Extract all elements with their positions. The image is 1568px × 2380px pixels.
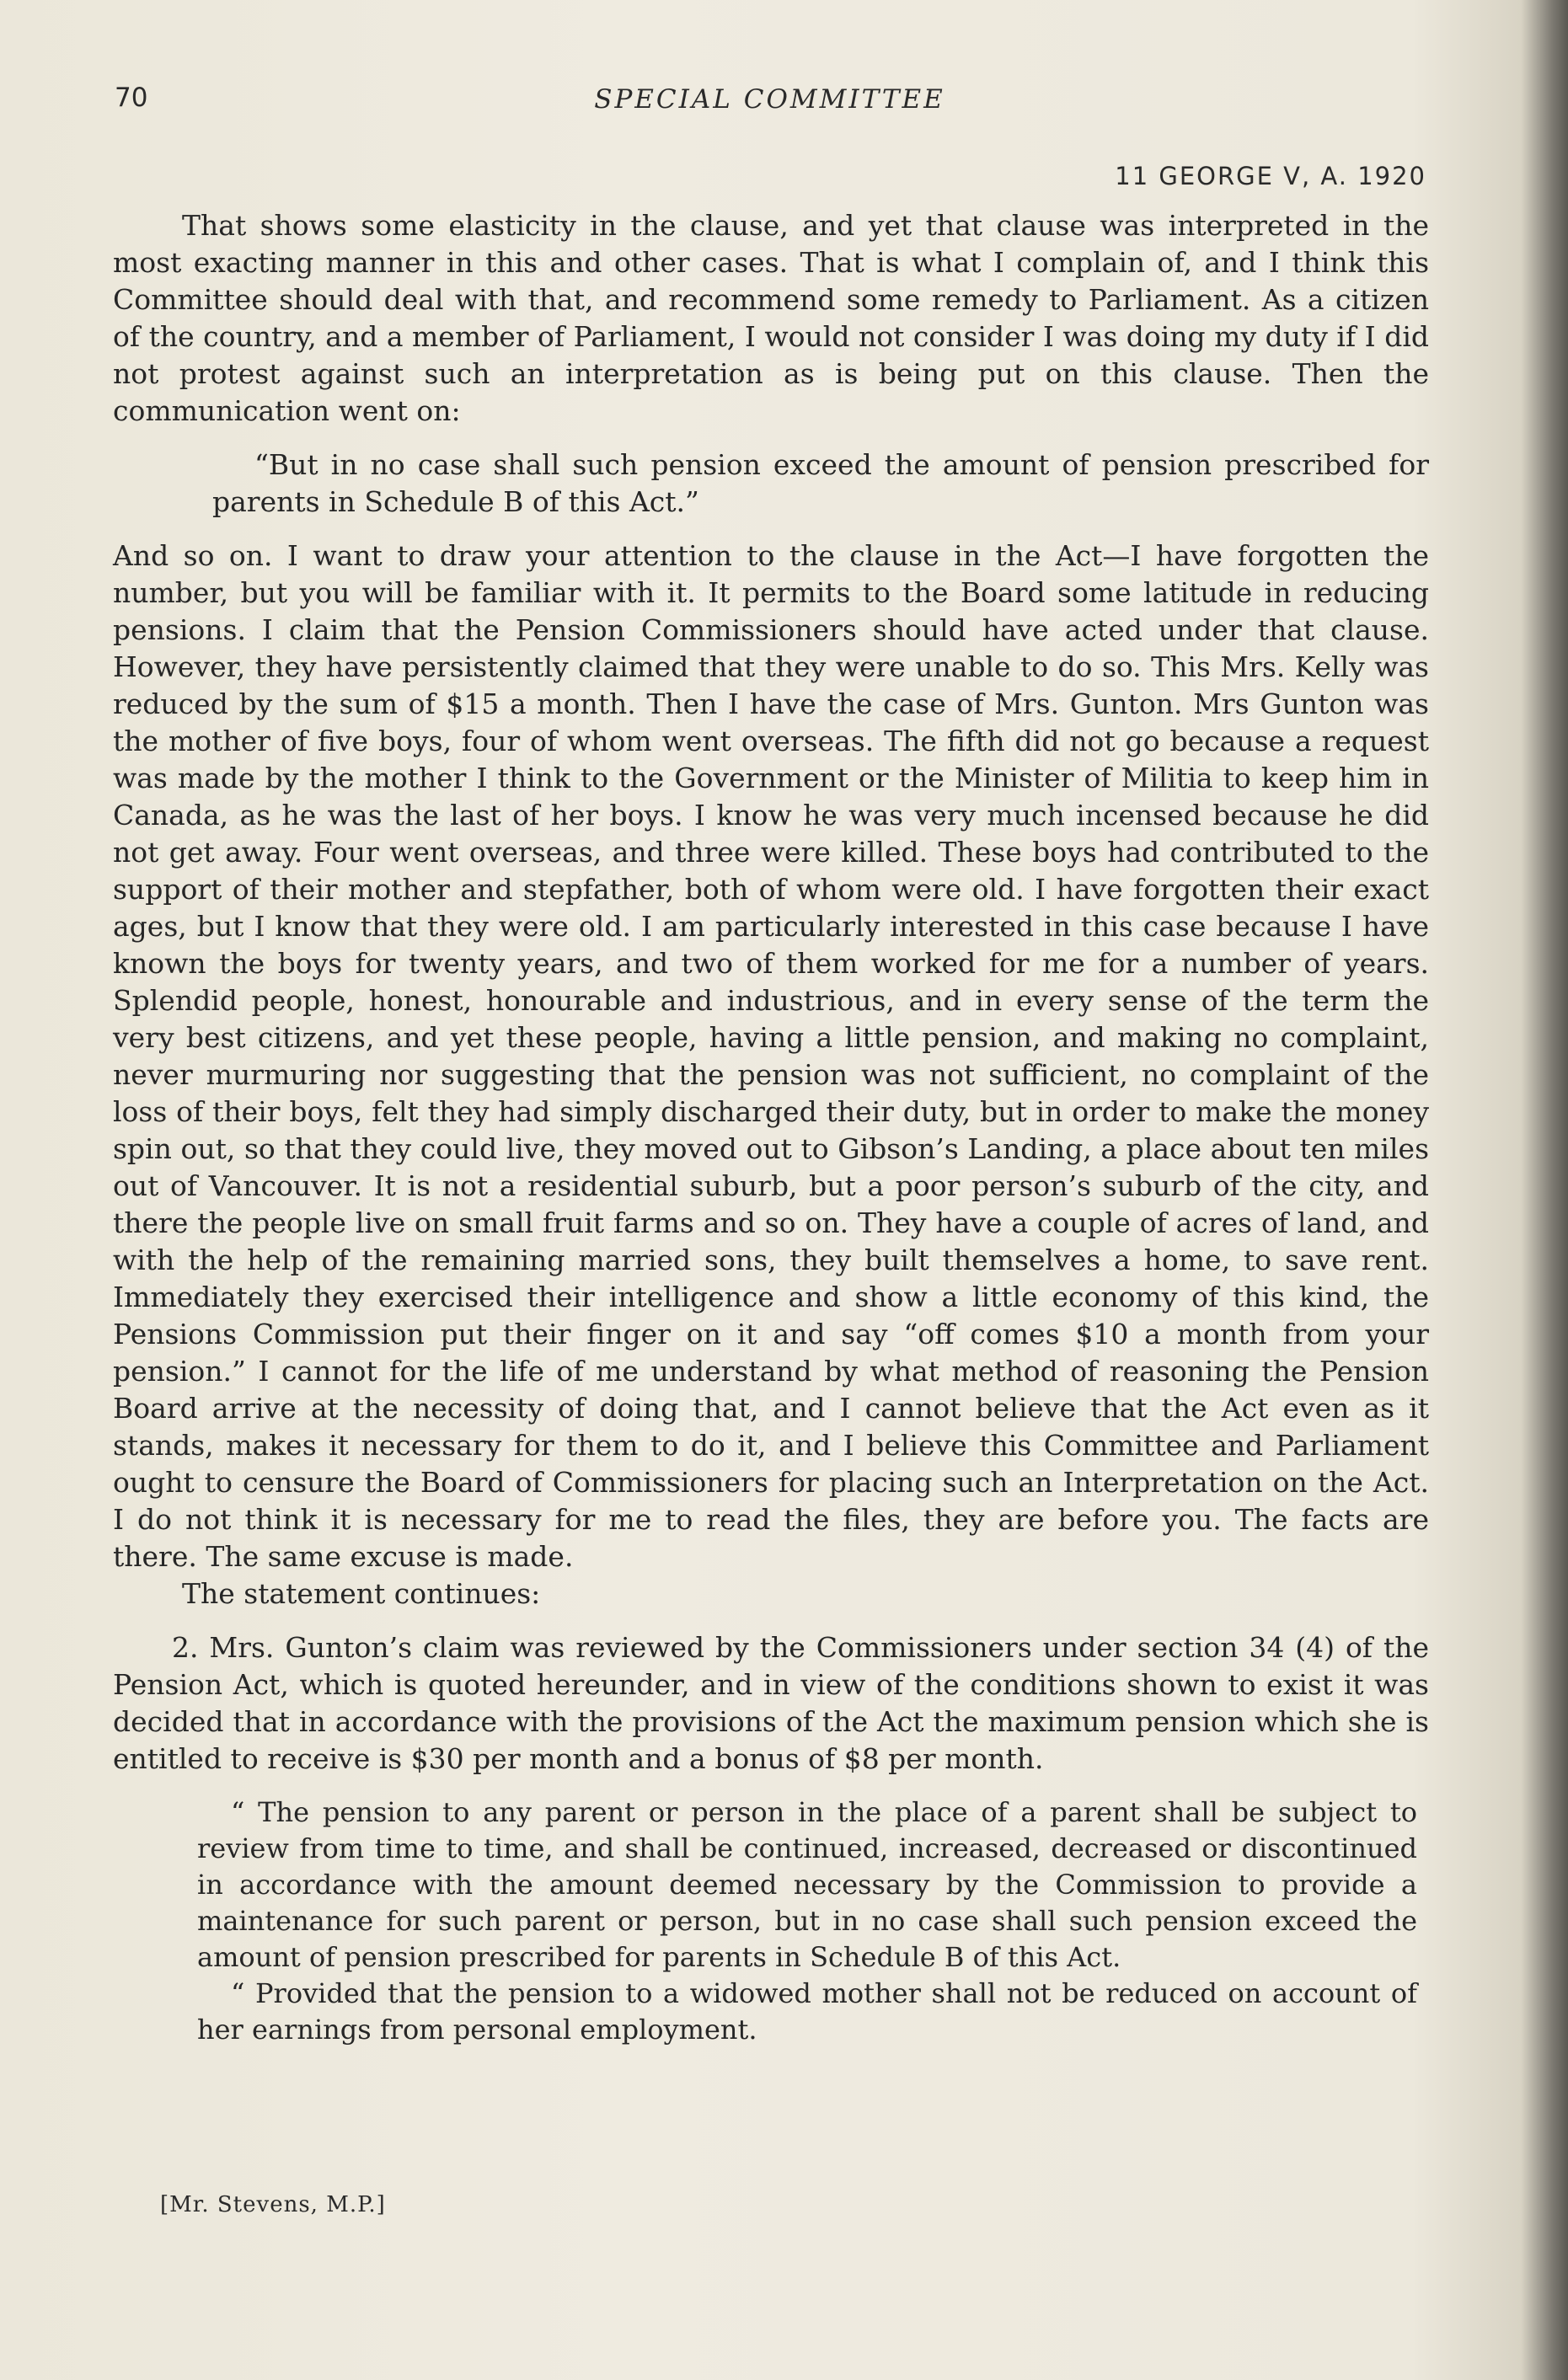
statute-quote-review: “ The pension to any parent or person in the place of a parent shall be subject to review from time to time, and shall be continued, increased, decreased or discontinued in accordance with the amount deemed necessary by the Commission to provide a maintenance for such parent or person, but in no case shall such pension exceed the amount of pension prescribed for parents in Schedule B of this Act. <box>197 1796 1417 1973</box>
page-number: 70 <box>115 83 148 113</box>
running-title: SPECIAL COMMITTEE <box>594 84 945 115</box>
page-header <box>115 83 1425 125</box>
paragraph-opening: That shows some elasticity in the clause, and yet that clause was interpreted in the most exacting manner in this and other cases. That is what I complain of, and I think this Committee should deal with that, and recommend some remedy to Parliament. As a citizen of the country, and a member of Parliament, I would not consider I was doing my duty if I did not protest against such an interpretation as is being put on this clause. Then the communication went on: <box>113 209 1429 427</box>
statute-quote-proviso: “ Provided that the pension to a widowed mother shall not be reduced on account of her earnings from personal employment. <box>197 1977 1417 2046</box>
body-text <box>113 207 1429 2048</box>
session-reference: 11 GEORGE V, A. 1920 <box>1115 162 1426 190</box>
paragraph-gunton-case: And so on. I want to draw your attention to the clause in the Act—I have forgotten the number, but you will be familiar with it. It permits to the Board some latitude in reducing pensions. I claim that the Pension Commissioners should have acted under that clause. However, they have persistently claimed that they were unable to do so. This Mrs. Kelly was reduced by the sum of $15 a month. Then I have the case of Mrs. Gunton. Mrs Gunton was the mother of five boys, four of whom went overseas. The fifth did not go because a request was made by the mother I think to the Government or the Minister of Militia to keep him in Canada, as he was the last of her boys. I know he was very much incensed because he did not get away. Four went overseas, and three were killed. These boys had contributed to the support of their mother and stepfather, both of whom were old. I have forgotten their exact ages, but I know that they were old. I am particularly interested in this case because I have known the boys for twenty years, and two of them worked for me for a number of years. Splendid people, honest, honourable and industrious, and in every sense of the term the very best citizens, and yet these people, having a little pension, and making no complaint, never murmuring nor suggesting that the pension was not sufficient, no complaint of the loss of their boys, felt they had simply discharged their duty, but in order to make the money spin out, so that they could live, they moved out to Gibson’s Landing, a place about ten miles out of Vancouver. It is not a residential suburb, but a poor person’s suburb of the city, and there the people live on small fruit farms and so on. They have a couple of acres of land, and with the help of the remaining married sons, they built themselves a home, to save rent. Immediately they exercised their intelligence and show a little economy of this kind, the Pensions Commission put their finger on it and say “off comes $10 a month from your pension.” I cannot for the life of me understand by what method of reasoning the Pension Board arrive at the necessity of doing that, and I cannot believe that the Act even as it stands, makes it necessary for them to do it, and I believe this Committee and Parliament ought to censure the Board of Commissioners for placing such an Interpretation on the Act. I do not think it is necessary for me to read the files, they are before you. The facts are there. The same excuse is made. <box>113 539 1429 1573</box>
paragraph-numbered-claim: 2. Mrs. Gunton’s claim was reviewed by the Commissioners under section 34 (4) of the Pension Act, which is quoted hereunder, and in view of the conditions shown to exist it was decided that in accordance with the provisions of the Act the maximum pension which she is entitled to receive is $30 per month and a bonus of $8 per month. <box>113 1631 1429 1775</box>
speaker-attribution: [Mr. Stevens, M.P.] <box>160 2192 386 2217</box>
paragraph-statement-continues: The statement continues: <box>182 1577 541 1610</box>
quoted-clause: “But in no case shall such pension exceed the amount of pension prescribed for parents in Schedule B of this Act.” <box>212 448 1429 518</box>
